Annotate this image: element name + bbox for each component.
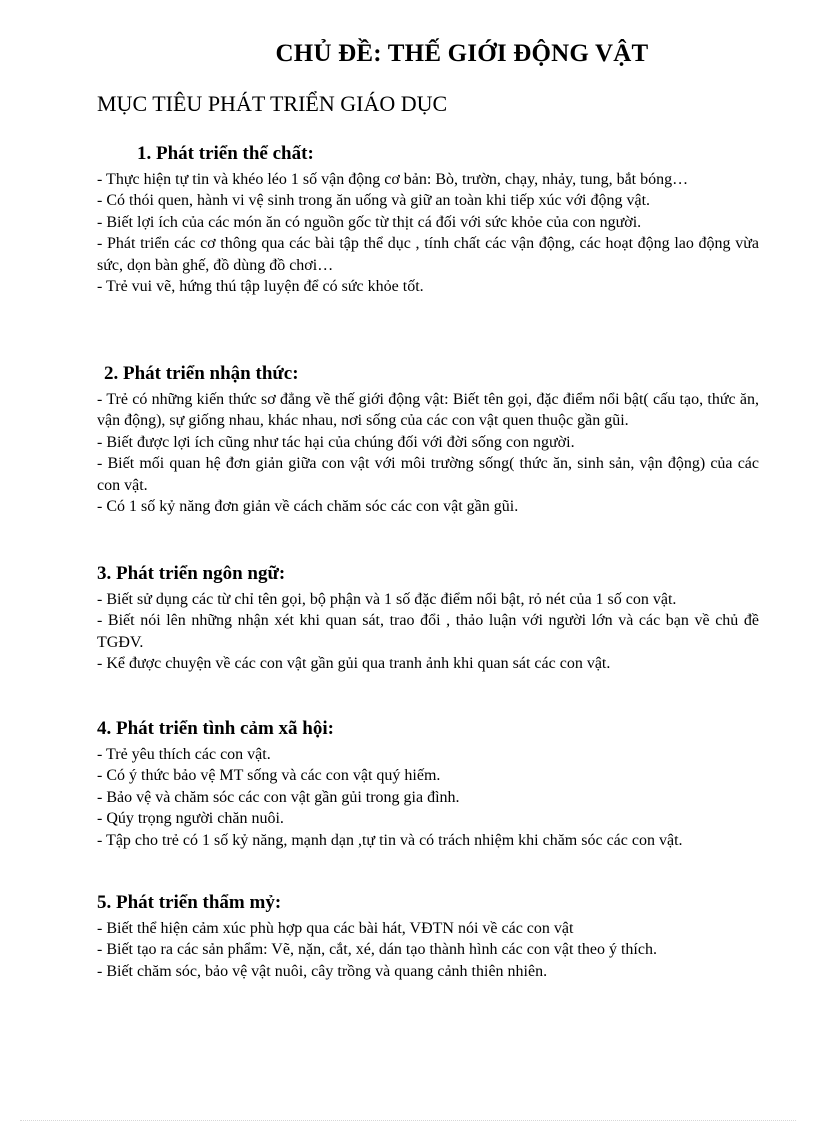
list-item: - Biết nói lên những nhận xét khi quan sát, trao đổi , thảo luận với người lớn và các bạn về chủ đề TGĐV. — [97, 612, 759, 651]
list-item: - Biết sử dụng các từ chỉ tên gọi, bộ phận và 1 số đặc điểm nổi bật, rỏ nét của 1 số con vật. — [97, 591, 677, 608]
list-item: - Bảo vệ và chăm sóc các con vật gần gủi trong gia đình. — [97, 788, 460, 806]
list-item: - Trẻ vui vẽ, hứng thú tập luyện để có sức khỏe tốt. — [97, 278, 424, 296]
section-cognitive — [97, 361, 759, 517]
section-heading: 2. Phát triển nhận thức: — [104, 363, 299, 384]
list-item: - Qúy trọng người chăn nuôi. — [97, 810, 284, 828]
section-physical — [97, 141, 759, 297]
list-item: - Biết tạo ra các sản phẩm: Vẽ, nặn, cắt, xé, dán tạo thành hình các con vật theo ý thích. — [97, 941, 657, 959]
list-item: - Phát triển các cơ thông qua các bài tập thể dục , tính chất các vận động, các hoạt động lao động vừa sức, dọn bàn ghế, đồ dùng đồ chơi… — [97, 235, 759, 274]
list-item: - Kể được chuyện về các con vật gần gủi qua tranh ảnh khi quan sát các con vật. — [97, 655, 611, 673]
list-item: - Trẻ yêu thích các con vật. — [97, 746, 271, 763]
list-item: - Có ý thức bảo vệ MT sống và các con vật quý hiếm. — [97, 767, 441, 785]
list-item: - Biết được lợi ích cũng như tác hại của chúng đối với đời sống con người. — [97, 433, 575, 451]
list-item: - Có 1 số kỷ năng đơn giản về cách chăm sóc các con vật gần gũi. — [97, 498, 519, 516]
list-item: - Biết mối quan hệ đơn giản giữa con vật với môi trường sống( thức ăn, sinh sản, vận động) của các con vật. — [97, 455, 759, 494]
list-item: - Biết thể hiện cảm xúc phù hợp qua các bài hát, VĐTN nói về các con vật — [97, 920, 574, 937]
list-item: - Tập cho trẻ có 1 số kỷ năng, mạnh dạn ,tự tin và có trách nhiệm khi chăm sóc các con vật. — [97, 831, 683, 849]
list-item: - Trẻ có những kiến thức sơ đẳng về thế giới động vật: Biết tên gọi, đặc điểm nổi bật( cấu tạo, thức ăn, vận động), sự giống nhau, khác nhau, nơi sống của các con vật quen thuộc gần gũi. — [97, 391, 759, 430]
document-subtitle: MỤC TIÊU PHÁT TRIỂN GIÁO DỤC — [97, 91, 448, 116]
section-language — [97, 561, 759, 675]
list-item: - Biết chăm sóc, bảo vệ vật nuôi, cây trồng và quang cảnh thiên nhiên. — [97, 962, 548, 980]
section-heading: 1. Phát triển thể chất: — [137, 143, 314, 164]
section-social-emotional — [97, 716, 759, 851]
section-heading: 4. Phát triển tình cảm xã hội: — [97, 718, 334, 739]
section-heading: 3. Phát triển ngôn ngữ: — [97, 563, 286, 584]
list-item: - Thực hiện tự tin và khéo léo 1 số vận động cơ bản: Bò, trườn, chạy, nhảy, tung, bắt bóng… — [97, 171, 689, 188]
document-title: CHỦ ĐỀ: THẾ GIỚI ĐỘNG VẬT — [275, 40, 649, 67]
page-bottom-divider — [20, 1120, 796, 1121]
section-aesthetic — [97, 890, 759, 982]
list-item: - Biết lợi ích của các món ăn có nguồn gốc từ thịt cá đối với sức khỏe của con người. — [97, 213, 642, 231]
list-item: - Có thói quen, hành vi vệ sinh trong ăn uống và giữ an toàn khi tiếp xúc với động vật. — [97, 192, 651, 210]
section-heading: 5. Phát triển thẩm mỷ: — [97, 892, 282, 913]
